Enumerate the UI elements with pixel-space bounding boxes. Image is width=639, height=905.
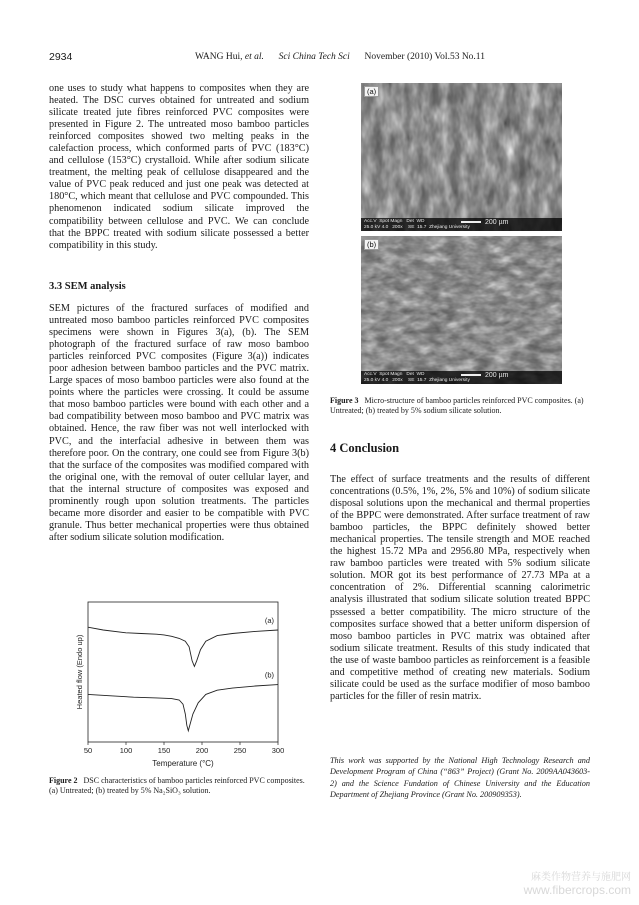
page-number: 2934 (49, 51, 73, 63)
header-journal: Sci China Tech Sci (278, 52, 350, 62)
sem-image-b (361, 236, 562, 384)
figure2-caption-label: Figure 2 (49, 776, 78, 785)
sem-info-bar-b (361, 371, 562, 384)
header-authors: WANG Hui, (195, 52, 245, 62)
y-axis-label: Heated flow (Endo up) (75, 634, 84, 710)
sem-panel-label-a: (a) (364, 86, 379, 97)
paragraph-dsc: one uses to study what happens to composites when they are heated. The DSC curves obtained for untreated and sodium silicate treated jute fibres reinforced PVC composites were presented in Figure 2. The untreated moso bamboo particles reinforced composites showed two melting peaks in the calefaction process, which conformed parts of PVC (183°C) and cellulose (153°C) crystalloid. While after sodium silicate treatment, the melting peak of cellulose disappeared and the value of PVC peak reduced and just one peak was detected at 180°C, which meant that cellulose and PVC compounded. This phenomenon indicated sodium silicate improved the compatibility between cellulose and PVC. We can conclude that the BPPC treated with sodium silicate possessed a better compatibility in this study. (49, 83, 309, 251)
x-tick-label: 300 (271, 746, 285, 755)
sem-scale-a: 200 µm (485, 219, 509, 226)
plot-frame (88, 602, 278, 742)
header-issue: November (2010) Vol.53 No.11 (364, 52, 485, 62)
figure3-caption-text: Micro-structure of bamboo particles reinforced PVC composites. (a) Untreated; (b) treated by 5% sodium silicate solution. (330, 396, 584, 416)
x-tick-label: 200 (195, 746, 209, 755)
figure2-caption (49, 776, 311, 797)
sem-meta-a: Acc.V Spot Magn Det WD 25.0 kV 4.0 200x SE 15.7 Zhejiang University (364, 219, 470, 230)
x-tick-label: 150 (157, 746, 171, 755)
sem-info-bar-a (361, 218, 562, 231)
section-heading-conclusion: 4 Conclusion (330, 441, 400, 455)
sem-image-a (361, 83, 562, 231)
x-axis-label: Temperature (°C) (152, 759, 214, 768)
acknowledgement: This work was supported by the National High Technology Research and Development Program of China (“863” Project) (Grant No. 2009AA043603-2) and the Science Fundation of Chinese University and the Education Department of Zhejiang Province (Grant No. 200909353). (330, 756, 590, 799)
sem-texture-a (361, 83, 562, 231)
section-heading-sem: 3.3 SEM analysis (49, 281, 126, 292)
sem-scale-bar-b (461, 374, 481, 376)
series-label-a: (a) (264, 616, 274, 625)
dsc-chart (75, 596, 290, 771)
series-label-b: (b) (264, 670, 274, 680)
running-header (195, 52, 485, 62)
sem-scale-bar-a (461, 221, 481, 223)
header-et-al: et al. (244, 52, 264, 62)
x-tick-label: 250 (233, 746, 247, 755)
figure2-caption-text: DSC characteristics of bamboo particles reinforced PVC composites. (a) Untreated; (b) treated by 5% Na₂SiO₃ solution. (49, 776, 305, 796)
series-line-a (88, 627, 278, 666)
watermark-line1: 麻类作物营养与施肥网 (531, 872, 631, 883)
paragraph-sem: SEM pictures of the fractured surfaces of modified and untreated moso bamboo particles reinforced PVC composites specimens were shown in Figures 3(a), (b). The SEM photograph of the fractured surface of raw moso bamboo particles reinforced PVC composites (Figure 3(a)) indicates poor adhesion between bamboo particles and the PVC matrix. Large spaces of moso bamboo particles were also found at the points where the particles were crossing. It could be assume that moso bamboo particles were bound with each other and a bad compatibility between moso bamboo and PVC matrix was obtained. Hence, the raw fiber was not well interlocked with PVC, and the interfacial adhesive in between them was therefore poor. On the contrary, one could see from Figure 3(b) that the surface of the composites was modified compared with the original one, with the removal of outer cellular layer, and that the internal structure of composites was exposed and prominently rough upon solution treatments. The particles became more disorder and easier to be compatible with PVC granule. Thus better mechanical properties were thus obtained after sodium silicate solution modification. (49, 303, 309, 543)
sem-panel-label-b: (b) (364, 239, 379, 250)
series-line-b (88, 685, 278, 731)
sem-texture-b (361, 236, 562, 384)
watermark (524, 872, 631, 897)
x-tick-label: 50 (83, 746, 93, 755)
x-tick-label: 100 (119, 746, 133, 755)
watermark-line2: www.fibercrops.com (523, 883, 631, 897)
paragraph-conclusion: The effect of surface treatments and the results of different concentrations (0.5%, 1%, 2%, 5% and 10%) of sodium silicate disposal solutions upon the mechanical and thermal properties of the BPPC were demonstrated. After surface treatment of raw bamboo particles, the BPPC definitely showed better mechanical properties. The tensile strength and MOE reached the highest 15.72 MPa and 2956.80 MPa, respectively when raw bamboo particles were treated with 5% sodium silicate solution. MOR got its best performance of 27.73 MPa at a concentration of 2%. Differential scanning calorimetric analysis illustrated that sodium silicate solution treated BPPC pssessed a better compatibility. The micro structure of the composites surface showed that a better uniform dispersion of moso bamboo particles in PVC matrix was obtained after sodium silicate treatment. Results of this study indicated that the use of waste bamboo particles as reinforcement is a feasible and competitive method of creating new materials. Sodium silicate could be used as the surface modifier of moso bamboo particles for the filler of resin matrix. (330, 474, 590, 702)
sem-scale-b: 200 µm (485, 372, 509, 379)
sem-meta-b: Acc.V Spot Magn Det WD 25.0 kV 4.0 200x SE 15.7 Zhejiang University (364, 372, 470, 383)
figure3-caption (330, 396, 592, 417)
figure3-caption-label: Figure 3 (330, 396, 359, 405)
